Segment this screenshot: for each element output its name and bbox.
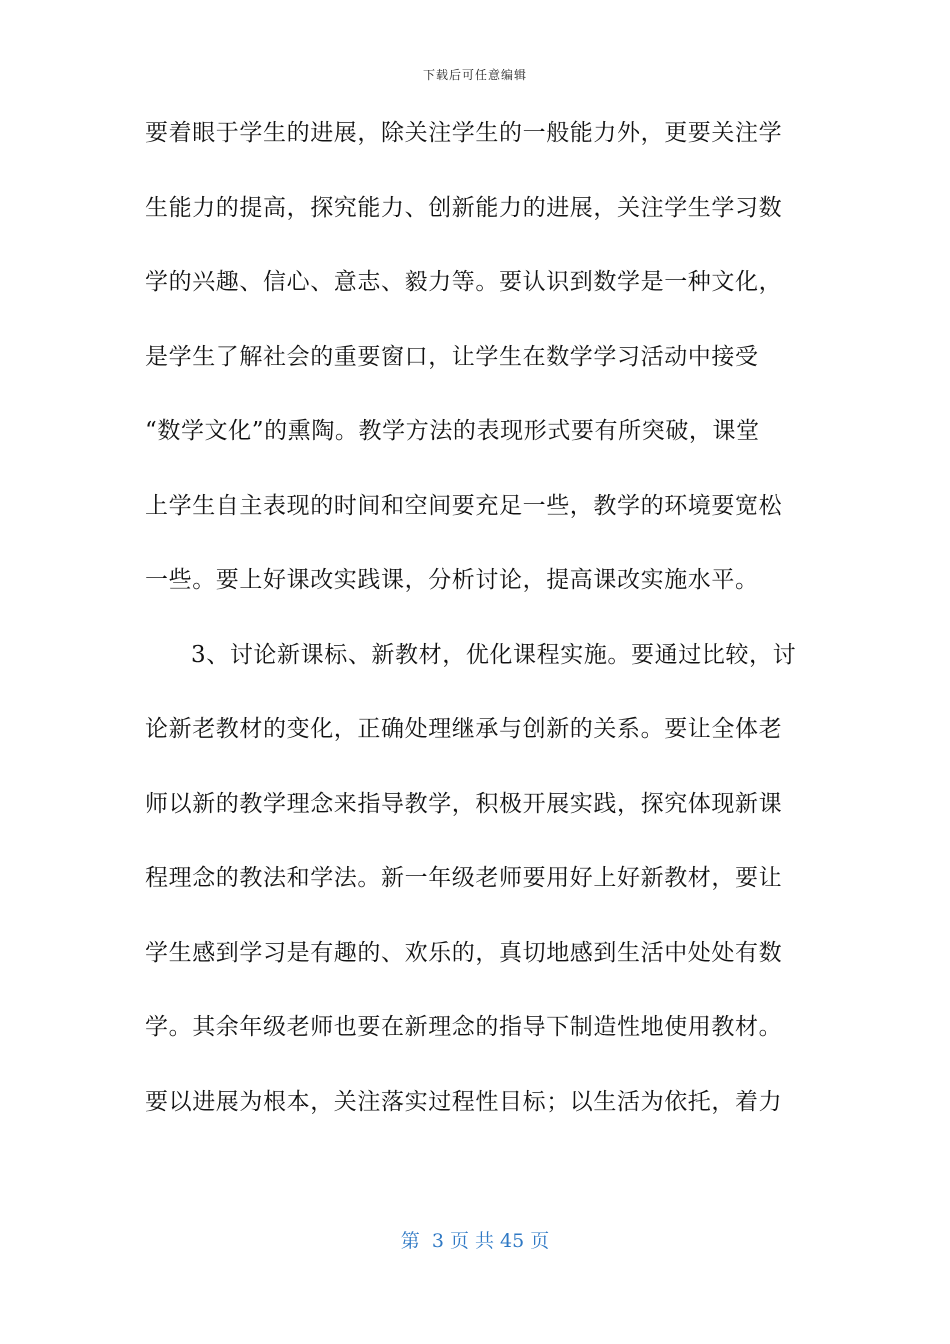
text-line: “数学文化”的熏陶。教学方法的表现形式要有所突破，课堂: [145, 418, 760, 444]
page-number-footer: 第 3 页 共 45 页: [400, 1230, 550, 1252]
text-line: 学生感到学习是有趣的、欢乐的，真切地感到生活中处处有数: [145, 939, 783, 966]
text-line: 论新老教材的变化，正确处理继承与创新的关系。要让全体老: [145, 716, 783, 742]
text-line: 是学生了解社会的重要窗口，让学生在数学学习活动中接受: [145, 343, 759, 370]
text-line: 学。其余年级老师也要在新理念的指导下制造性地使用教材。: [145, 1014, 783, 1040]
text-line: 上学生自主表现的时间和空间要充足一些，教学的环境要宽松: [145, 492, 783, 519]
text-line: 一些。要上好课改实践课，分析讨论，提高课改实施水平。: [145, 567, 759, 593]
text-line: 要着眼于学生的进展，除关注学生的一般能力外，更要关注学: [145, 120, 783, 146]
text-line: 师以新的教学理念来指导教学，积极开展实践，探究体现新课: [145, 790, 783, 817]
text-line: 程理念的教法和学法。新一年级老师要用好上好新教材，要让: [145, 865, 783, 891]
page-header: 下载后可任意编辑: [422, 68, 527, 82]
text-line: 3、讨论新课标、新教材，优化课程实施。要通过比较，讨: [191, 641, 797, 668]
text-line: 学的兴趣、信心、意志、毅力等。要认识到数学是一种文化，: [145, 269, 783, 295]
text-line: 要以进展为根本，关注落实过程性目标；以生活为依托，着力: [145, 1088, 783, 1115]
text-line: 生能力的提高，探究能力、创新能力的进展，关注学生学习数: [145, 194, 783, 221]
